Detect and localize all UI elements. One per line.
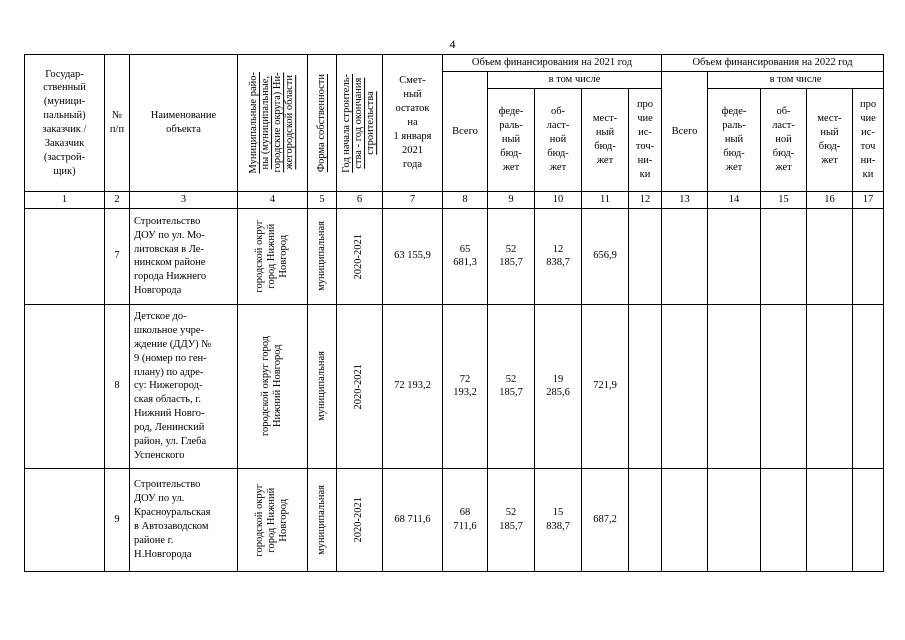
regional-2022-cell [761,304,807,468]
local-2022-cell [807,468,853,571]
ownership-text: муниципальная [315,221,327,292]
balance-cell: 63 155,9 [383,208,443,304]
num-cell: 8 [105,304,130,468]
federal-2022-cell [708,208,761,304]
customer-cell [25,208,105,304]
header-municipal-text: Муниципальные райо- ны (муниципальные, городские округа) Ни- жегородской области [248,72,296,174]
municipal-cell [238,468,308,571]
header-other-2022: про чие ис- точ ни- ки [853,89,884,192]
num-cell: 7 [105,208,130,304]
municipal-text: городской округ город Нижний Новгород [254,483,290,557]
years-text: 2020-2021 [353,233,365,280]
col-number: 2 [105,192,130,209]
header-total-2021: Всего [443,72,488,192]
years-cell [337,208,383,304]
ownership-text: муниципальная [315,351,327,422]
municipal-cell [238,208,308,304]
local-2022-cell [807,304,853,468]
col-number: 16 [807,192,853,209]
years-text: 2020-2021 [353,497,365,543]
col-number: 17 [853,192,884,209]
local-2021-cell: 687,2 [582,468,629,571]
total-2021-cell: 72 193,2 [443,304,488,468]
col-number: 4 [238,192,308,209]
col-number: 7 [383,192,443,209]
header-fin-2021: Объем финансирования на 2021 год [443,55,662,72]
header-including-2021: в том числе [488,72,662,89]
federal-2021-cell: 52 185,7 [488,468,535,571]
other-2022-cell [853,304,884,468]
total-2022-cell [662,304,708,468]
ownership-text: муниципальная [315,484,327,555]
federal-2022-cell [708,304,761,468]
header-years [337,55,383,192]
col-number: 11 [582,192,629,209]
table-row [25,208,884,304]
object-name-cell: Строительство ДОУ по ул. Красноуральская в Автозаводском районе г. Н.Новгорода [130,468,238,571]
header-including-2022: в том числе [708,72,884,89]
header-federal-2022: феде- раль- ный бюд- жет [708,89,761,192]
header-balance: Смет- ный остаток на 1 января 2021 года [383,55,443,192]
col-number: 10 [535,192,582,209]
total-2021-cell: 65 681,3 [443,208,488,304]
header-fin-2022: Объем финансирования на 2022 год [662,55,884,72]
regional-2022-cell [761,468,807,571]
header-municipal [238,55,308,192]
col-number: 9 [488,192,535,209]
local-2021-cell: 656,9 [582,208,629,304]
header-ownership [308,55,337,192]
balance-cell: 72 193,2 [383,304,443,468]
col-number: 1 [25,192,105,209]
total-2022-cell [662,468,708,571]
header-regional-2022: об- ласт- ной бюд- жет [761,89,807,192]
table-row [25,468,884,571]
header-years-text: Год начала строитель- ства - год окончания строительства [341,73,377,173]
regional-2021-cell: 12 838,7 [535,208,582,304]
column-number-row [25,192,884,209]
other-2022-cell [853,208,884,304]
header-other-2021: про чие ис- точ- ни- ки [629,89,662,192]
total-2022-cell [662,208,708,304]
col-number: 8 [443,192,488,209]
header-num: № п/п [105,55,130,192]
ownership-cell [308,304,337,468]
other-2021-cell [629,304,662,468]
regional-2021-cell: 15 838,7 [535,468,582,571]
municipal-text: городской округ город Нижний Новгород [260,336,284,437]
header-customer: Государ- ственный (муници- пальный) заказчик / Заказчик (застрой- щик) [25,55,105,192]
header-local-2022: мест- ный бюд- жет [807,89,853,192]
years-text: 2020-2021 [353,363,365,410]
regional-2021-cell: 19 285,6 [535,304,582,468]
municipal-cell [238,304,308,468]
years-cell [337,304,383,468]
customer-cell [25,468,105,571]
num-cell: 9 [105,468,130,571]
header-object-name: Наименование объекта [130,55,238,192]
header-local-2021: мест- ный бюд- жет [582,89,629,192]
regional-2022-cell [761,208,807,304]
header-ownership-text: Форма собственности [315,73,327,173]
other-2022-cell [853,468,884,571]
customer-cell [25,304,105,468]
col-number: 14 [708,192,761,209]
col-number: 5 [308,192,337,209]
header-federal-2021: феде- раль- ный бюд- жет [488,89,535,192]
page-number: 4 [449,37,456,51]
object-name-cell: Строительство ДОУ по ул. Мо- литовская в Ле- нинском районе города Нижнего Новгорода [130,208,238,304]
other-2021-cell [629,468,662,571]
local-2021-cell: 721,9 [582,304,629,468]
local-2022-cell [807,208,853,304]
header-regional-2021: об- ласт- ной бюд- жет [535,89,582,192]
object-name-cell: Детское до- школьное учре- ждение (ДДУ) № 9 (номер по ген- плану) по адре- су: Нижегород- ская область, г. Нижний Новго- род, Ленинский район, ул. Глеба Успенского [130,304,238,468]
total-2021-cell: 68 711,6 [443,468,488,571]
col-number: 13 [662,192,708,209]
balance-cell: 68 711,6 [383,468,443,571]
financing-table [24,54,884,572]
other-2021-cell [629,208,662,304]
federal-2022-cell [708,468,761,571]
federal-2021-cell: 52 185,7 [488,304,535,468]
col-number: 3 [130,192,238,209]
ownership-cell [308,468,337,571]
ownership-cell [308,208,337,304]
municipal-text: городской округ город Нижний Новгород [254,220,290,293]
header-row-1 [25,55,884,72]
federal-2021-cell: 52 185,7 [488,208,535,304]
years-cell [337,468,383,571]
col-number: 15 [761,192,807,209]
table-row [25,304,884,468]
col-number: 12 [629,192,662,209]
header-total-2022: Всего [662,72,708,192]
col-number: 6 [337,192,383,209]
